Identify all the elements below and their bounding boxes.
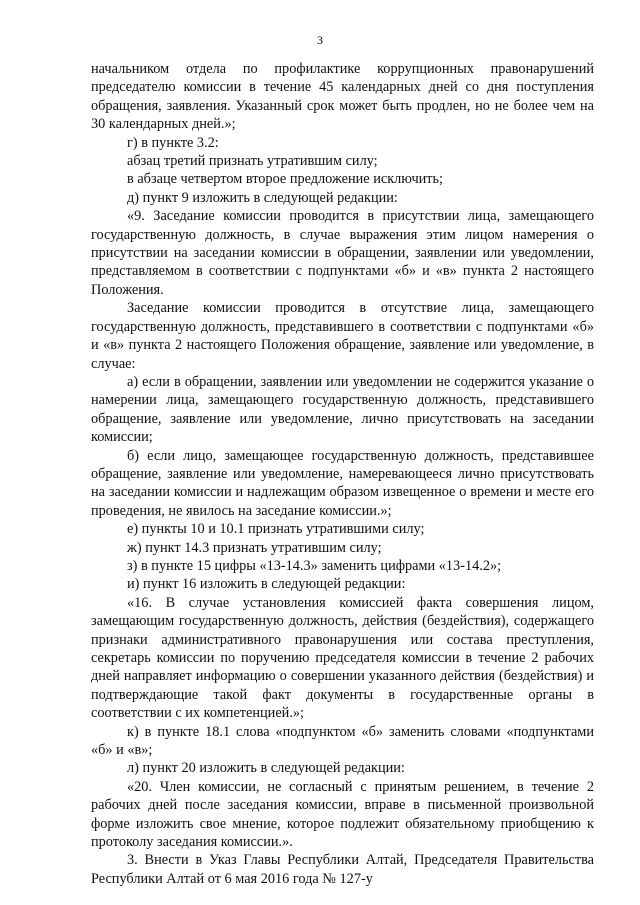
- clause-9-absence: Заседание комиссии проводится в отсутствие лица, замещающего государственную должность, представившего в соответствии с подпунктами «б» и «в» пункта 2 настоящего Положения обращение, заявление или уведомление, в случае:: [91, 300, 594, 372]
- item-z: з) в пункте 15 цифры «13-14.3» заменить цифрами «13-14.2»;: [127, 557, 502, 574]
- item-e: е) пункты 10 и 10.1 признать утратившими силу;: [127, 521, 425, 538]
- item-d: д) пункт 9 изложить в следующей редакции:: [127, 189, 398, 206]
- section-3: 3. Внести в Указ Главы Республики Алтай, Председателя Правительства Республики Алтай от 6 мая 2016 года № 127-у: [91, 852, 594, 887]
- item-zh: ж) пункт 14.3 признать утратившим силу;: [127, 539, 382, 556]
- clause-9-b: б) если лицо, замещающее государственную должность, представившее обращение, заявление или уведомление, намеревающееся лично присутствовать на заседании комиссии и надлежащим образом извещенное о времени и месте его проведения, не явилось на заседание комиссии.»;: [91, 447, 594, 519]
- item-l: л) пункт 20 изложить в следующей редакции:: [127, 760, 405, 777]
- document-body: [91, 60, 594, 888]
- item-k: к) в пункте 18.1 слова «подпунктом «б» заменить словами «подпунктами «б» и «в»;: [91, 723, 594, 759]
- item-g: г) в пункте 3.2:: [127, 134, 219, 151]
- paragraph-continuation: начальником отдела по профилактике коррупционных правонарушений председателю комиссии в течение 45 календарных дней со дня поступления обращения, заявления. Указанный срок может быть продлен, но не более чем на 30 календарных дней.»;: [91, 61, 594, 133]
- clause-20: «20. Член комиссии, не согласный с принятым решением, в течение 2 рабочих дней после заседания комиссии, вправе в письменной произвольной форме изложить свое мнение, которое подлежит обязательному приобщению к протоколу заседания комиссии.».: [91, 778, 594, 851]
- item-g-abzac-4: в абзаце четвертом второе предложение исключить;: [127, 171, 444, 188]
- item-g-abzac-3: абзац третий признать утратившим силу;: [127, 153, 378, 170]
- clause-9-a: а) если в обращении, заявлении или уведомлении не содержится указание о намерении лица, замещающего государственную должность, представившего обращение, заявление или уведомление, лично присутствовать на заседании комиссии;: [91, 373, 594, 446]
- clause-16: «16. В случае установления комиссией факта совершения лицом, замещающим государственную должность, действия (бездействия), содержащего признаки административного правонарушения или состава преступления, секретарь комиссии по поручению председателя комиссии в течение 2 рабочих дней направляет информацию о совершении указанного действия (бездействия) и подтверждающие такой факт документы в государственные органы в соответствии с их компетенцией.»;: [91, 594, 594, 722]
- page-number: 3: [317, 33, 323, 47]
- clause-9: «9. Заседание комиссии проводится в присутствии лица, замещающего государственную должность, в случае выражения этим лицом намерения о присутствии на заседании комиссии в обращении, заявлении или уведомлении, представляемом в соответствии с подпунктами «б» и «в» пункта 2 настоящего Положения.: [91, 208, 594, 298]
- item-i: и) пункт 16 изложить в следующей редакции:: [127, 576, 406, 593]
